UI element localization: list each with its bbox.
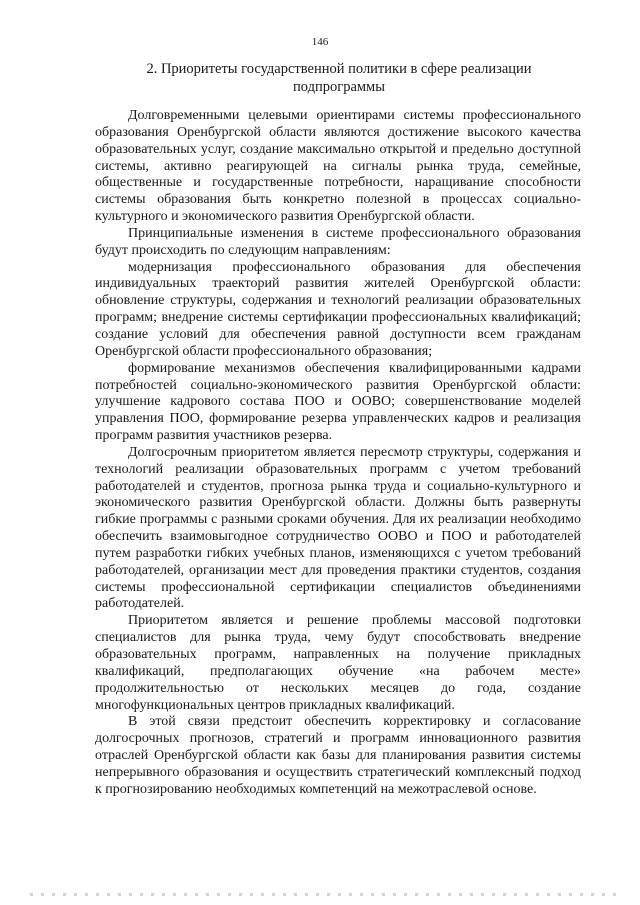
paragraph-goals: Долговременными целевыми ориентирами системы профессионального образования Оренбургской области являются достижение высокого качества образовательных услуг, создание максимально открытой и предельно доступной системы, активно реагирующей на сигналы рынка труда, семейные, общественные и государственные потребности, наращивание способности системы образования быть конкретно полезной в процессах социально-культурного и экономического развития Оренбургской области. <box>95 108 581 225</box>
paragraph-mass-training: Приоритетом является и решение проблемы массовой подготовки специалистов для рынка труда, чему будут способствовать внедрение образовательных программ, направленных на получение прикладных квалификаций, предполагающих обучение «на рабочем месте» продолжительностью от нескольких месяцев до года, создание многофункциональных центров прикладных квалификаций. <box>95 613 581 713</box>
paragraph-long-term-priority: Долгосрочным приоритетом является пересмотр структуры, содержания и технологий реализации образовательных программ с учетом требований работодателей и студентов, прогноза рынка труда и социально-культурного и экономического развития Оренбургской области. Должны быть развернуты гибкие программы с разными сроками обучения. Для их реализации необходимо обеспечить взаимовыгодное сотрудничество ООВО и ПОО и работодателей путем разработки гибких учебных планов, изменяющихся с учетом требований работодателей, организации мест для проведения практики студентов, создания системы профессиональной сертификации специалистов объединениями работодателей. <box>95 444 581 612</box>
page-number: 146 <box>311 36 329 48</box>
scan-edge-artifact <box>30 893 620 896</box>
section-heading-line-2: подпрограммы <box>293 79 385 95</box>
paragraph-mechanisms: формирование механизмов обеспечения квалифицированными кадрами потребностей социально-экономического развития Оренбургской области: улучшение кадрового состава ПОО и ООВО; совершенствование моделей управления ПОО, формирование резерва управленческих кадров и реализация программ развития участников резерва. <box>95 360 581 444</box>
paragraph-directions-intro: Принципиальные изменения в системе профессионального образования будут происходить по следующим направлениям: <box>95 225 581 258</box>
body-text <box>95 108 581 799</box>
paragraph-forecasting: В этой связи предстоит обеспечить корректировку и согласование долгосрочных прогнозов, стратегий и программ инновационного развития отраслей Оренбургской области как базы для планирования развития системы непрерывного образования и осуществить стратегический комплексный подход к прогнозированию необходимых компетенций на межотраслевой основе. <box>95 714 581 797</box>
section-heading <box>100 60 578 96</box>
paragraph-modernization: модернизация профессионального образования для обеспечения индивидуальных траекторий развития жителей Оренбургской области: обновление структуры, содержания и технологий реализации образовательных программ; внедрение системы сертификации профессиональных квалификаций; создание условий для обеспечения равной доступности всем гражданам Оренбургской области профессионального образования; <box>95 259 581 359</box>
section-heading-line-1: 2. Приоритеты государственной политики в сфере реализации <box>146 61 532 77</box>
